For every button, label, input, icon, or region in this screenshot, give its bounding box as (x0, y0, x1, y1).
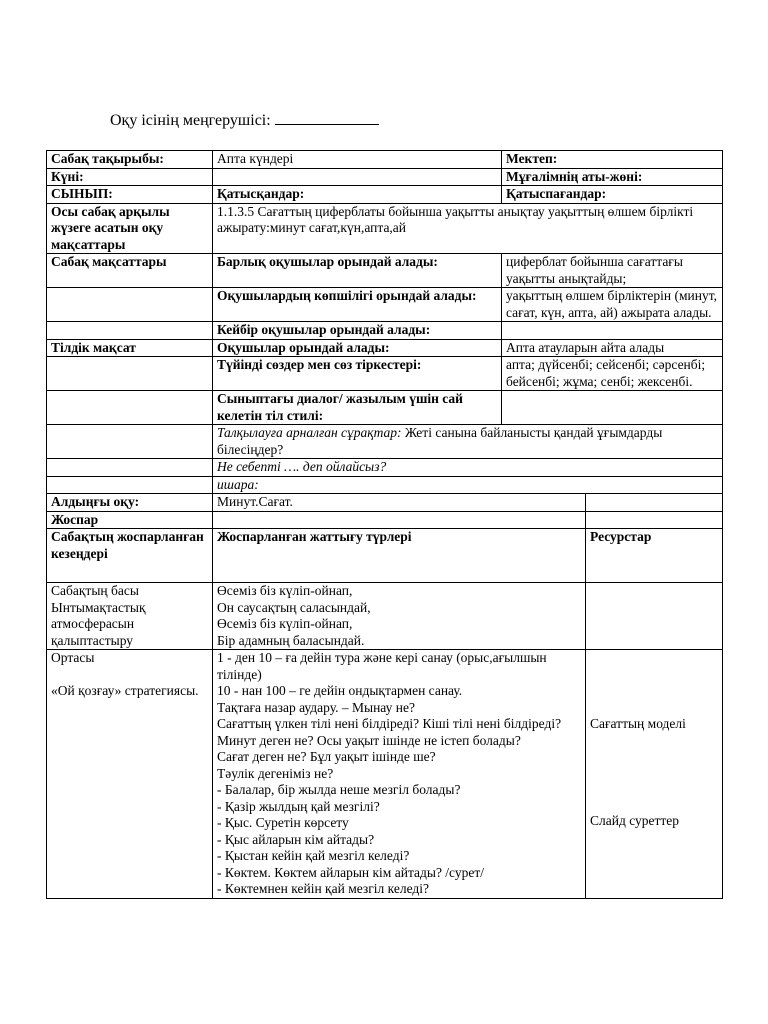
empty-cell (47, 288, 213, 322)
poem-line: Өсеміз біз күліп-ойнап, (217, 583, 353, 598)
discussion-prefix: Талқылауға арналған сұрақтар: (217, 425, 402, 440)
topic-value: Апта күндері (213, 151, 502, 169)
table-row (47, 254, 723, 288)
activity-line: 10 - нан 100 – ге дейін ондықтармен санау. (217, 683, 463, 698)
empty-cell (47, 459, 213, 477)
activities-header: Жоспарланған жаттығу түрлері (213, 529, 586, 583)
table-row (47, 459, 723, 477)
all-students-value: циферблат бойынша сағаттағы уақытты анықтайды; (502, 254, 723, 288)
table-row (47, 339, 723, 357)
students-can-value: Апта атауларын айта алады (502, 339, 723, 357)
middle-resources (586, 650, 723, 899)
dialog-value (502, 391, 723, 425)
activity-line: - Қыс. Суретін көрсету (217, 815, 349, 830)
table-row (47, 151, 723, 169)
signature-blank (275, 110, 379, 125)
objective-value: 1.1.3.5 Сағаттың циферблаты бойынша уақытты анықтау уақыттың өлшем бірлікті ажырату:минут сағат,күн,апта,ай (213, 203, 723, 254)
table-row (47, 583, 723, 650)
discussion-text: Жеті санына байланысты қандай ұғымдарды білесіңдер? (217, 425, 663, 457)
empty-cell (47, 357, 213, 391)
language-goal-label: Тілдік мақсат (47, 339, 213, 357)
some-students-label: Кейбір оқушылар орындай алады: (213, 322, 502, 340)
empty-cell (47, 322, 213, 340)
keywords-value: апта; дүйсенбі; сейсенбі; сәрсенбі; бейсенбі; жұма; сенбі; жексенбі. (502, 357, 723, 391)
date-label: Күні: (47, 168, 213, 186)
most-students-label: Оқушылардың көпшілігі орындай алады: (213, 288, 502, 322)
table-row (47, 650, 723, 899)
activity-line: - Қыстан кейін қай мезгіл келеді? (217, 848, 410, 863)
objective-label: Осы сабақ арқылы жүзеге асатын оқу мақсаттары (47, 203, 213, 254)
activity-line: Тәулік дегеніміз не? (217, 765, 334, 781)
date-value (213, 168, 502, 186)
school-label: Мектеп: (502, 151, 723, 169)
table-row (47, 391, 723, 425)
table-row (47, 425, 723, 459)
poem-line: Бір адамның баласындай. (217, 632, 365, 648)
table-row (47, 322, 723, 340)
teacher-label: Мұғалімнің аты-жөні: (502, 168, 723, 186)
all-students-label: Барлық оқушылар орындай алады: (213, 254, 502, 288)
start-activities (213, 583, 586, 650)
some-students-value (502, 322, 723, 340)
absent-label: Қатыспағандар: (502, 186, 723, 204)
dialog-label: Сыныптағы диалог/ жазылым үшін сай келетін тіл стилі: (213, 391, 502, 425)
topic-label: Сабақ тақырыбы: (47, 151, 213, 169)
resource-slides: Слайд суреттер (590, 812, 680, 828)
activity-line: Тақтаға назар аудару. – Мынау не? (217, 699, 415, 715)
present-label: Қатысқандар: (213, 186, 502, 204)
activity-line: Сағат деген не? Бұл уақыт ішінде ше? (217, 749, 436, 764)
head-of-studies-label: Оқу ісінің меңгерушісі: (110, 112, 271, 129)
most-students-value: уақыттың өлшем бірліктерін (минут, сағат, күн, апта, ай) ажырата алады. (502, 288, 723, 322)
activity-line: 1 - ден 10 – ға дейін тура және кері санау (орыс,ағылшын тілінде) (217, 650, 547, 682)
empty-cell (47, 425, 213, 459)
plan-label: Жоспар (47, 511, 213, 529)
empty-cell (47, 476, 213, 494)
class-label: СЫНЫП: (47, 186, 213, 204)
middle-stage (47, 650, 213, 899)
empty-cell (586, 494, 723, 512)
empty-cell (586, 583, 723, 650)
table-row (47, 357, 723, 391)
activity-line: Сағаттың үлкен тілі нені білдіреді? Кіші тілі нені білдіреді? (217, 716, 562, 731)
table-row (47, 203, 723, 254)
table-row (47, 186, 723, 204)
prior-learning-label: Алдыңғы оқу: (47, 494, 213, 512)
activity-line: - Қазір жылдың қай мезгілі? (217, 798, 380, 814)
activity-line: - Балалар, бір жылда неше мезгіл болады? (217, 782, 461, 797)
poem-line: Он саусақтың саласындай, (217, 599, 371, 615)
start-stage: Сабақтың басы Ынтымақтастық атмосферасын қалыптастыру (47, 583, 213, 650)
table-row (47, 494, 723, 512)
table-row (47, 529, 723, 583)
resources-header: Ресурстар (586, 529, 723, 583)
stage-header: Сабақтың жоспарланған кезеңдері (47, 529, 213, 583)
hint-label: ишара: (213, 476, 723, 494)
poem-line: Өсеміз біз күліп-ойнап, (217, 616, 353, 631)
empty-cell (586, 511, 723, 529)
prior-learning-value: Минут.Сағат. (213, 494, 586, 512)
discussion-questions (213, 425, 723, 459)
table-row (47, 476, 723, 494)
middle-activities (213, 650, 586, 899)
activity-line: - Көктемнен кейін қай мезгіл келеді? (217, 881, 430, 896)
keywords-label: Түйінді сөздер мен сөз тіркестері: (213, 357, 502, 391)
header-line (110, 110, 379, 130)
resource-clock-model: Сағаттың моделі (590, 716, 686, 731)
middle-label: Ортасы (51, 650, 95, 665)
activity-line: - Көктем. Көктем айларын кім айтады? /сурет/ (217, 864, 485, 880)
empty-cell (47, 391, 213, 425)
activity-line: - Қыс айларын кім айтады? (217, 831, 375, 847)
lesson-plan-table (46, 150, 723, 899)
strategy-label: «Ой қозғау» стратегиясы. (51, 683, 199, 698)
activity-line: Минут деген не? Осы уақыт ішінде не істеп болады? (217, 732, 521, 748)
why-question: Не себепті …. деп ойлайсыз? (213, 459, 723, 477)
empty-cell (213, 511, 586, 529)
table-row (47, 288, 723, 322)
students-can-label: Оқушылар орындай алады: (213, 339, 502, 357)
goals-label: Сабақ мақсаттары (47, 254, 213, 288)
table-row (47, 168, 723, 186)
table-row (47, 511, 723, 529)
